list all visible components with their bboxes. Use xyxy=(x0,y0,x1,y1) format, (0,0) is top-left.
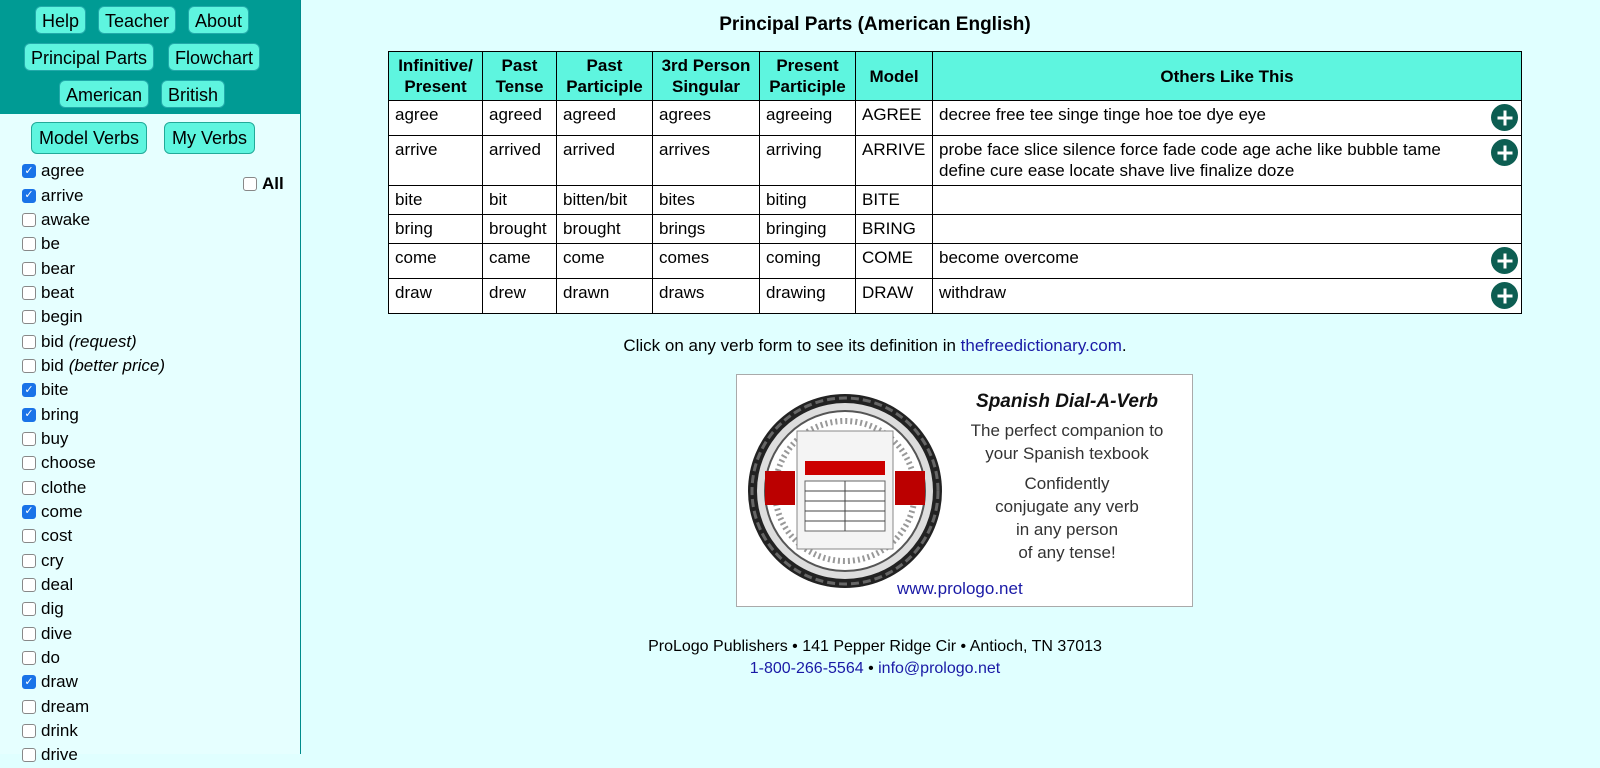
verb-form-cell[interactable]: coming xyxy=(760,244,856,279)
verb-checkbox[interactable] xyxy=(22,262,36,276)
verb-form-cell[interactable]: bitten/bit xyxy=(557,186,653,215)
verb-form-cell[interactable]: agreeing xyxy=(760,101,856,136)
verb-checkbox[interactable] xyxy=(22,748,36,762)
verb-form-cell[interactable]: draws xyxy=(653,279,760,314)
ad-line: Confidently xyxy=(1024,474,1110,493)
verb-label[interactable]: beat xyxy=(41,282,75,302)
verb-form-cell[interactable]: arrives xyxy=(653,136,760,186)
verb-checkbox[interactable] xyxy=(22,627,36,641)
verb-label[interactable]: drink xyxy=(41,721,78,741)
verb-form-cell[interactable]: agrees xyxy=(653,101,760,136)
footer-contact xyxy=(225,658,1525,680)
verb-item[interactable] xyxy=(22,500,165,524)
verb-item[interactable] xyxy=(22,329,165,353)
table-row xyxy=(389,279,1522,314)
verb-form-cell[interactable]: agree xyxy=(389,101,483,136)
table-row xyxy=(389,136,1522,186)
verb-checkbox[interactable] xyxy=(22,578,36,592)
verb-checkbox[interactable] xyxy=(22,310,36,324)
verb-item[interactable] xyxy=(22,183,165,207)
verb-label[interactable]: drive xyxy=(41,745,78,765)
verb-form-cell[interactable]: bites xyxy=(653,186,760,215)
others-cell xyxy=(933,136,1522,186)
verb-form-cell[interactable]: drawing xyxy=(760,279,856,314)
column-header-line: Participle xyxy=(566,77,643,96)
verb-form-cell[interactable]: bringing xyxy=(760,215,856,244)
others-text[interactable]: withdraw xyxy=(939,283,1007,302)
verb-form-cell[interactable]: come xyxy=(557,244,653,279)
verb-item[interactable] xyxy=(22,622,165,646)
advertisement[interactable] xyxy=(736,374,1193,607)
select-all-checkbox[interactable] xyxy=(243,174,284,194)
verb-form-cell[interactable]: came xyxy=(483,244,557,279)
verb-checkbox[interactable]: ✓ xyxy=(22,164,36,178)
model-cell[interactable]: ARRIVE xyxy=(856,136,933,186)
verb-form-cell[interactable]: agreed xyxy=(557,101,653,136)
dictionary-link[interactable]: thefreedictionary.com xyxy=(960,336,1122,355)
ad-line: your Spanish texbook xyxy=(985,444,1149,463)
model-cell[interactable]: AGREE xyxy=(856,101,933,136)
column-header-line: 3rd Person xyxy=(661,56,751,75)
principal-parts-button[interactable]: Principal Parts xyxy=(24,43,154,71)
verb-label[interactable]: bid xyxy=(41,355,64,375)
verb-label[interactable]: deal xyxy=(41,575,74,595)
verb-label[interactable]: agree xyxy=(41,161,85,181)
verb-item[interactable] xyxy=(22,743,165,767)
table-row xyxy=(389,244,1522,279)
column-header xyxy=(653,52,760,101)
verb-item[interactable] xyxy=(22,646,165,670)
footer-address: ProLogo Publishers • 141 Pepper Ridge Cir • Antioch, TN 37013 xyxy=(648,638,1102,655)
verb-checkbox[interactable]: ✓ xyxy=(22,505,36,519)
ad-url[interactable]: www.prologo.net xyxy=(897,579,1023,598)
verb-checkbox[interactable] xyxy=(22,213,36,227)
verb-form-cell[interactable]: brings xyxy=(653,215,760,244)
others-cell xyxy=(933,101,1522,136)
page-title: Principal Parts (American English) xyxy=(719,14,1031,35)
verb-form-cell[interactable]: brought xyxy=(483,215,557,244)
verb-item[interactable] xyxy=(22,719,165,743)
column-header-line: Past xyxy=(501,56,538,75)
column-header-line: Infinitive/ xyxy=(398,56,473,75)
verb-form-cell[interactable]: brought xyxy=(557,215,653,244)
verb-item[interactable] xyxy=(22,354,165,378)
about-button[interactable]: About xyxy=(188,6,249,34)
column-header-line: Participle xyxy=(769,77,846,96)
verb-item[interactable] xyxy=(22,597,165,621)
column-header-line: Past xyxy=(586,56,623,75)
verb-form-cell[interactable]: agreed xyxy=(483,101,557,136)
my-verbs-tab[interactable]: My Verbs xyxy=(164,122,255,154)
verb-form-cell[interactable]: bring xyxy=(389,215,483,244)
verb-checkbox[interactable]: ✓ xyxy=(22,675,36,689)
verb-form-cell[interactable]: comes xyxy=(653,244,760,279)
verb-label[interactable]: do xyxy=(41,648,60,668)
column-header xyxy=(389,52,483,101)
others-text[interactable]: decree free tee singe tinge hoe toe dye eye xyxy=(939,105,1267,124)
verb-form-cell[interactable]: bit xyxy=(483,186,557,215)
verb-item[interactable] xyxy=(22,695,165,719)
model-verbs-tab[interactable]: Model Verbs xyxy=(31,122,147,154)
verb-form-cell[interactable]: come xyxy=(389,244,483,279)
verb-label[interactable]: buy xyxy=(41,428,69,448)
british-button[interactable]: British xyxy=(161,80,225,108)
verb-form-cell[interactable]: bite xyxy=(389,186,483,215)
verb-form-cell[interactable]: drew xyxy=(483,279,557,314)
footer xyxy=(225,636,1525,680)
column-header xyxy=(557,52,653,101)
verb-item[interactable] xyxy=(22,256,165,280)
expand-plus-icon[interactable] xyxy=(1491,282,1518,309)
verb-item[interactable] xyxy=(22,549,165,573)
verb-checkbox[interactable] xyxy=(22,724,36,738)
verb-label[interactable]: arrive xyxy=(41,185,84,205)
column-header xyxy=(483,52,557,101)
ad-line: in any person xyxy=(1015,520,1119,539)
verb-checkbox[interactable]: ✓ xyxy=(22,408,36,422)
verb-label[interactable]: dig xyxy=(41,599,64,619)
verb-checkbox[interactable] xyxy=(22,432,36,446)
verb-checkbox[interactable]: ✓ xyxy=(22,383,36,397)
verb-item[interactable] xyxy=(22,451,165,475)
verb-label[interactable]: cry xyxy=(41,550,64,570)
verb-label[interactable]: clothe xyxy=(41,477,87,497)
ad-line: The perfect companion to xyxy=(970,421,1164,440)
column-header-line: Present xyxy=(404,77,467,96)
verb-label[interactable]: be xyxy=(41,234,60,254)
verb-checkbox[interactable] xyxy=(22,651,36,665)
column-header-line: Others Like This xyxy=(1160,66,1294,86)
verb-checkbox[interactable] xyxy=(22,554,36,568)
expand-plus-icon[interactable] xyxy=(1491,139,1518,166)
verb-form-cell[interactable]: draw xyxy=(389,279,483,314)
verb-list xyxy=(22,159,165,768)
table-row xyxy=(389,215,1522,244)
dial-a-verb-wheel-image xyxy=(745,391,945,591)
verb-checkbox[interactable]: ✓ xyxy=(22,189,36,203)
all-checkbox[interactable] xyxy=(243,177,257,191)
verb-item[interactable] xyxy=(22,208,165,232)
verb-item[interactable] xyxy=(22,159,165,183)
verb-checkbox[interactable] xyxy=(22,456,36,470)
verb-note: (request) xyxy=(68,331,137,351)
column-header xyxy=(933,52,1522,101)
verb-checkbox[interactable] xyxy=(22,602,36,616)
verb-item[interactable] xyxy=(22,378,165,402)
expand-plus-icon[interactable] xyxy=(1491,104,1518,131)
expand-plus-icon[interactable] xyxy=(1491,247,1518,274)
column-header-line: Tense xyxy=(495,77,544,96)
ad-line: of any tense! xyxy=(1018,543,1116,562)
verb-item[interactable] xyxy=(22,670,165,694)
main-content xyxy=(300,0,1600,754)
verb-label[interactable]: cost xyxy=(41,526,73,546)
verb-form-cell[interactable]: drawn xyxy=(557,279,653,314)
verb-item[interactable] xyxy=(22,281,165,305)
help-button[interactable]: Help xyxy=(35,6,86,34)
others-text[interactable]: probe face slice silence force fade code age ache like bubble tame define cure ease locate shave live finalize doze xyxy=(939,140,1441,180)
table-header-row xyxy=(389,52,1522,101)
definition-note xyxy=(225,336,1525,356)
american-button[interactable]: American xyxy=(59,80,149,108)
model-cell[interactable]: BITE xyxy=(856,186,933,215)
verb-form-cell[interactable]: arrived xyxy=(557,136,653,186)
verb-label[interactable]: awake xyxy=(41,209,91,229)
verb-label[interactable]: bear xyxy=(41,258,76,278)
others-cell xyxy=(933,215,1522,244)
column-header-line: Model xyxy=(869,66,919,86)
verb-note: (better price) xyxy=(68,355,166,375)
verb-item[interactable] xyxy=(22,475,165,499)
verb-label[interactable]: begin xyxy=(41,307,83,327)
model-cell[interactable]: BRING xyxy=(856,215,933,244)
verb-checkbox[interactable] xyxy=(22,237,36,251)
verb-form-cell[interactable]: arrived xyxy=(483,136,557,186)
verb-label[interactable]: dream xyxy=(41,696,90,716)
model-cell[interactable]: COME xyxy=(856,244,933,279)
verb-item[interactable] xyxy=(22,232,165,256)
column-header-line: Present xyxy=(776,56,839,75)
column-header xyxy=(760,52,856,101)
verb-form-cell[interactable]: biting xyxy=(760,186,856,215)
email-link[interactable]: info@prologo.net xyxy=(878,660,1001,677)
verb-checkbox[interactable] xyxy=(22,335,36,349)
others-cell xyxy=(933,186,1522,215)
column-header-line: Singular xyxy=(671,77,740,96)
verb-form-cell[interactable]: arrive xyxy=(389,136,483,186)
ad-text xyxy=(947,391,1187,564)
verb-item[interactable] xyxy=(22,573,165,597)
verb-item[interactable] xyxy=(22,305,165,329)
verb-checkbox[interactable] xyxy=(22,286,36,300)
all-label: All xyxy=(262,174,284,193)
table-row xyxy=(389,101,1522,136)
teacher-button[interactable]: Teacher xyxy=(98,6,176,34)
verb-label[interactable]: bring xyxy=(41,404,79,424)
others-cell xyxy=(933,244,1522,279)
verb-label[interactable]: dive xyxy=(41,623,73,643)
verb-label[interactable]: bite xyxy=(41,380,69,400)
note-suffix: . xyxy=(1121,336,1127,355)
others-text[interactable]: become overcome xyxy=(939,248,1079,267)
flowchart-button[interactable]: Flowchart xyxy=(168,43,260,71)
table-row xyxy=(389,186,1522,215)
model-cell[interactable]: DRAW xyxy=(856,279,933,314)
footer-separator: • xyxy=(863,660,879,677)
ad-title: Spanish Dial-A-Verb xyxy=(976,391,1158,412)
ad-line: conjugate any verb xyxy=(995,497,1139,516)
column-header xyxy=(856,52,933,101)
phone-link[interactable]: 1-800-266-5564 xyxy=(749,660,864,677)
verb-item[interactable] xyxy=(22,524,165,548)
verb-checkbox[interactable] xyxy=(22,700,36,714)
verb-checkbox[interactable] xyxy=(22,359,36,373)
principal-parts-table xyxy=(388,51,1522,314)
verb-form-cell[interactable]: arriving xyxy=(760,136,856,186)
verb-label[interactable]: come xyxy=(41,501,83,521)
verb-label[interactable]: choose xyxy=(41,453,96,473)
others-cell xyxy=(933,279,1522,314)
verb-checkbox[interactable] xyxy=(22,481,36,495)
note-text: Click on any verb form to see its definition in xyxy=(623,336,961,355)
verb-label[interactable]: draw xyxy=(41,672,78,692)
verb-item[interactable] xyxy=(22,427,165,451)
verb-label[interactable]: bid xyxy=(41,331,64,351)
verb-item[interactable] xyxy=(22,402,165,426)
verb-checkbox[interactable] xyxy=(22,529,36,543)
